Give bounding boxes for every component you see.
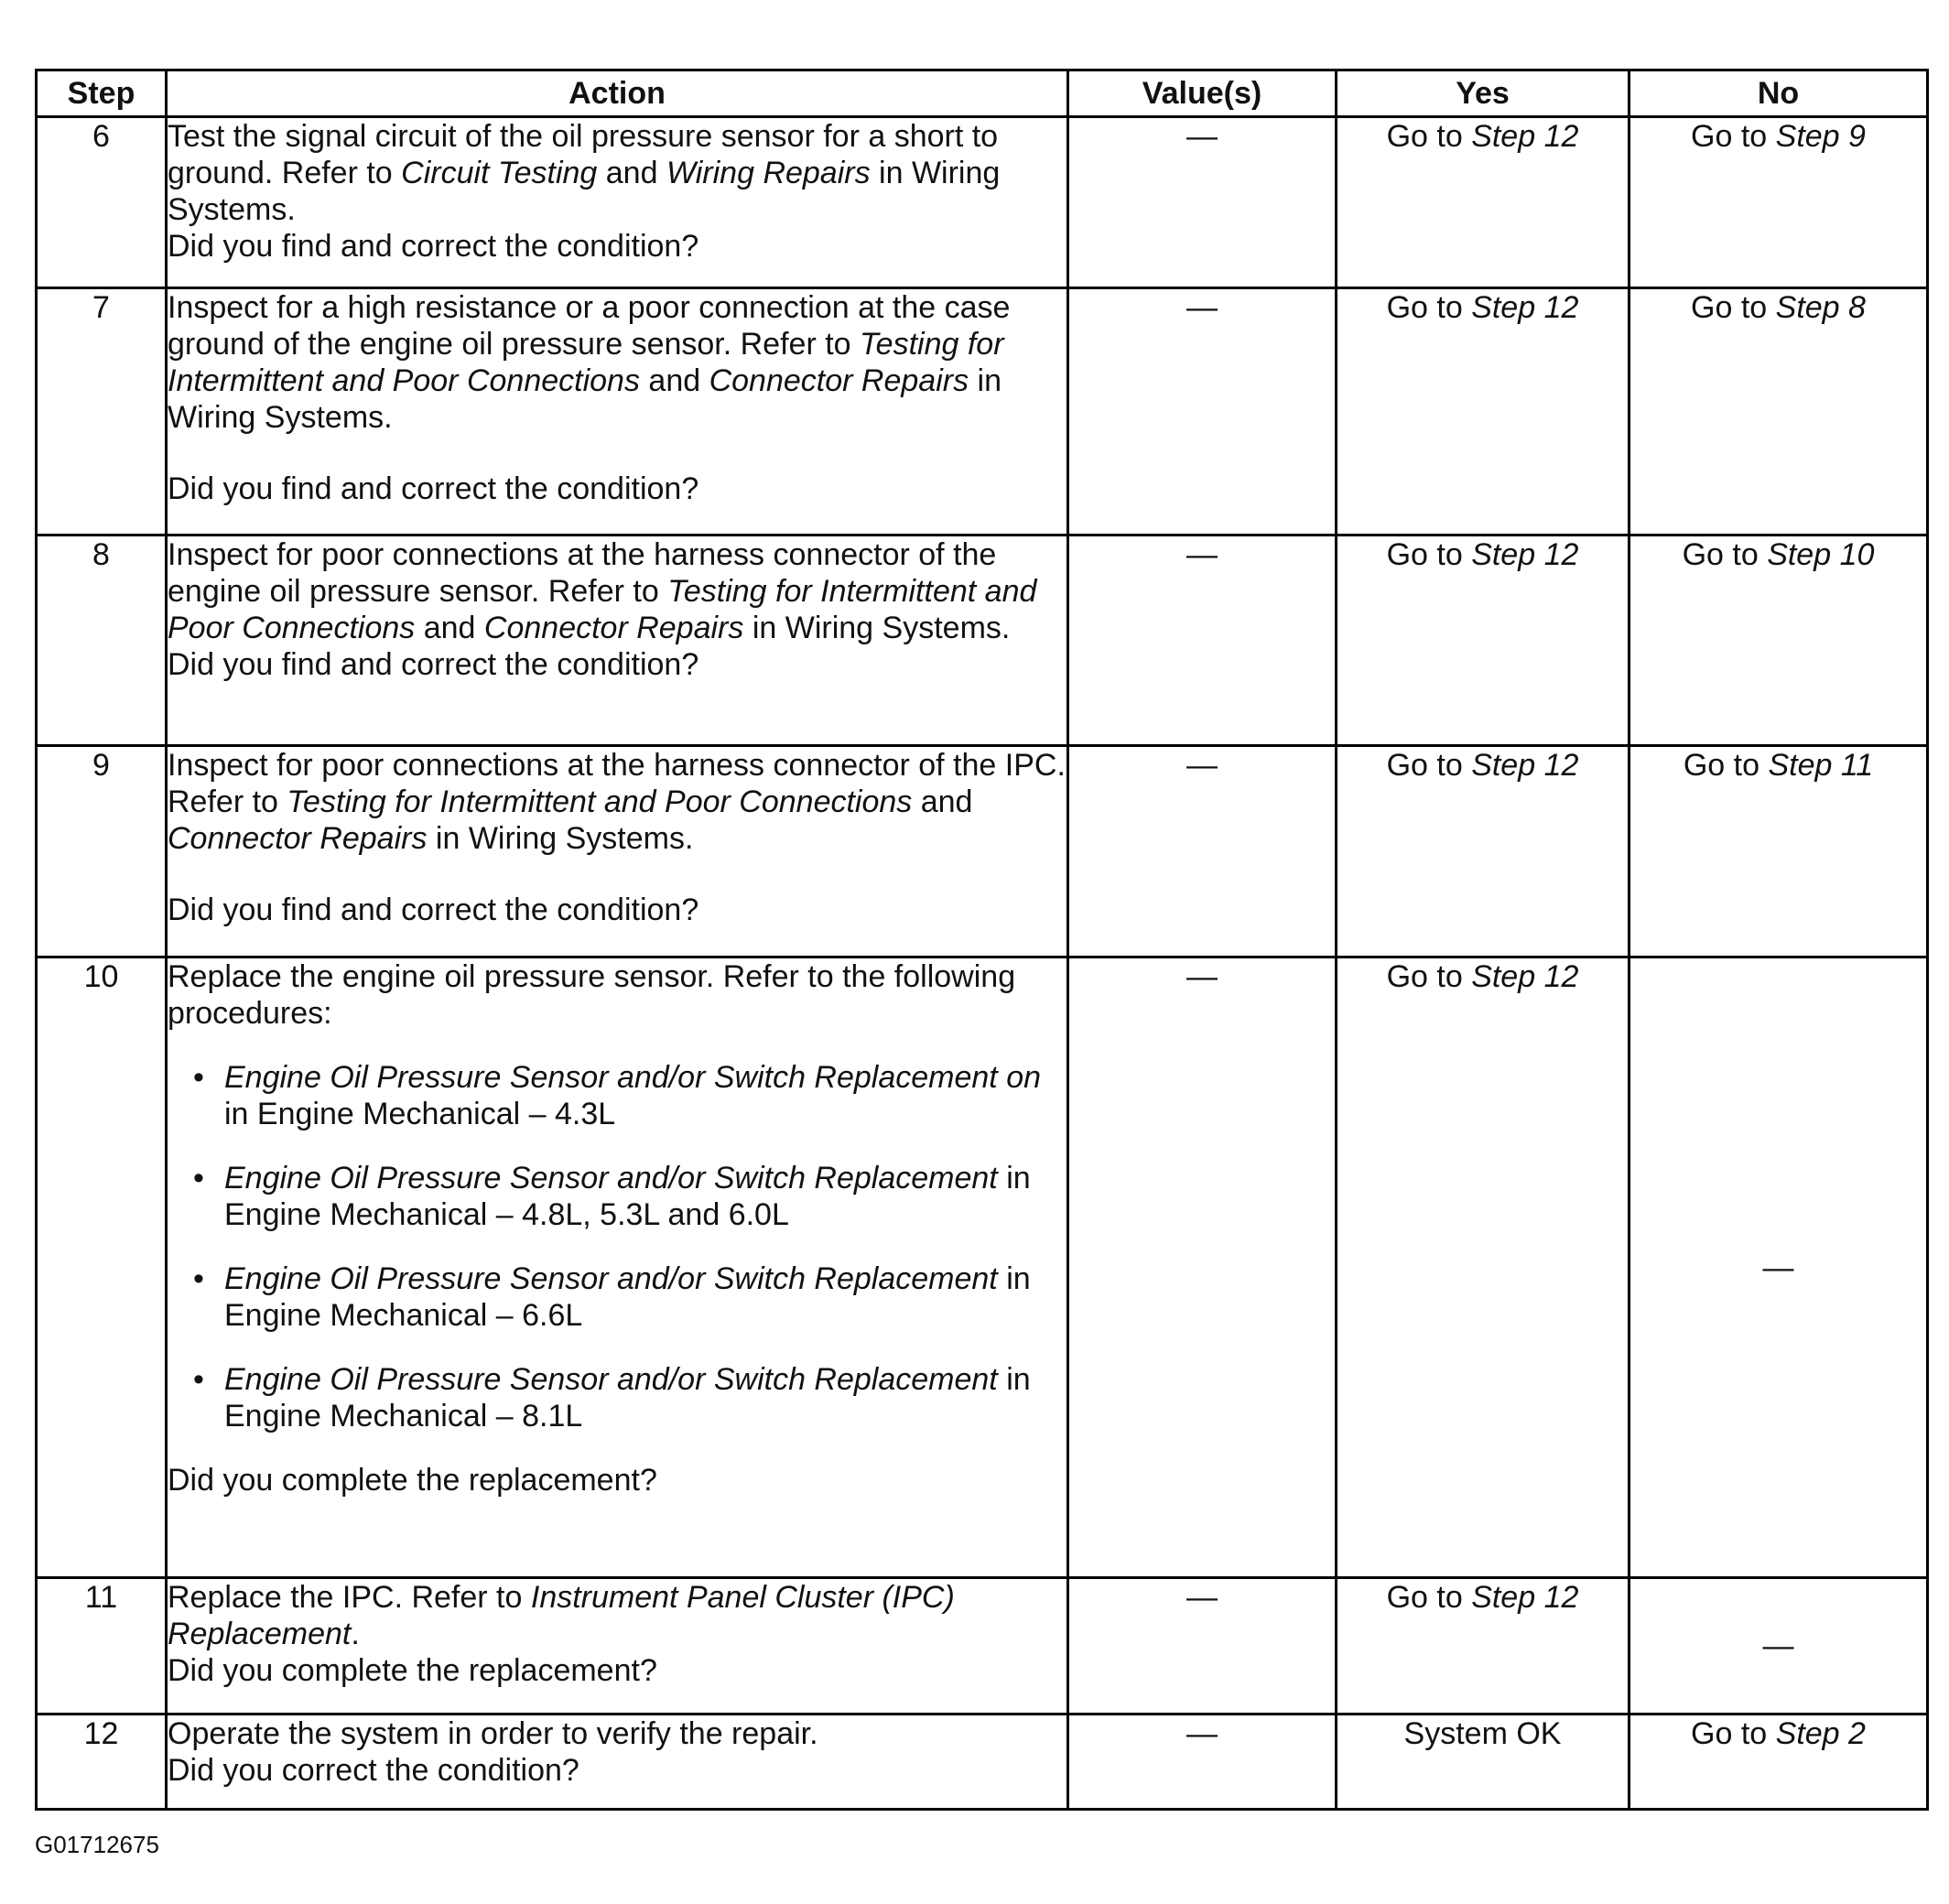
text-run: in Wiring Systems. <box>168 363 1002 435</box>
reference-link-text: Step 12 <box>1471 119 1579 154</box>
table-row <box>37 1578 1928 1715</box>
action-cell <box>167 746 1068 957</box>
reference-link-text: Step 12 <box>1471 537 1579 572</box>
text-run: Go to <box>1386 119 1472 154</box>
list-item <box>193 1160 1067 1233</box>
reference-link-text: Connector Repairs <box>168 821 428 856</box>
text-run: Inspect for a high resistance or a poor connection at the case ground of the engine oil pressure sensor. Refer to <box>168 290 1011 362</box>
reference-link-text: Testing for Intermittent and Poor Connections <box>168 574 1037 645</box>
action-text <box>168 1579 1067 1652</box>
reference-link-text: Engine Oil Pressure Sensor and/or Switch Replacement <box>224 1261 998 1296</box>
step-number: 10 <box>37 957 167 1578</box>
bullet-icon: • <box>193 1261 204 1296</box>
reference-link-text: Instrument Panel Cluster (IPC) Replacement <box>168 1580 955 1651</box>
text-run: and <box>639 363 709 398</box>
question-text: Did you find and correct the condition? <box>168 647 699 682</box>
table-row <box>37 957 1928 1578</box>
bullet-icon: • <box>193 1060 204 1095</box>
header-values: Value(s) <box>1068 70 1337 117</box>
text-run: and <box>597 156 666 190</box>
reference-link-text: Step 8 <box>1775 290 1866 325</box>
value-cell: — <box>1068 536 1337 746</box>
yes-cell <box>1337 288 1630 536</box>
reference-link-text: Step 2 <box>1775 1716 1866 1751</box>
no-cell <box>1630 1715 1928 1810</box>
action-cell <box>167 1715 1068 1810</box>
reference-link-text: Engine Oil Pressure Sensor and/or Switch Replacement <box>224 1161 998 1195</box>
question-text: Did you find and correct the condition? <box>168 471 699 506</box>
action-text <box>168 289 1067 436</box>
text-run: Go to <box>1386 537 1472 572</box>
reference-link-text: Step 10 <box>1767 537 1875 572</box>
header-step: Step <box>37 70 167 117</box>
text-run: Go to <box>1386 748 1472 783</box>
step-number: 6 <box>37 117 167 288</box>
table-header-row <box>37 70 1928 117</box>
text-run: Go to <box>1682 537 1768 572</box>
spacer <box>168 436 1067 471</box>
text-run: in Engine Mechanical – 8.1L <box>224 1362 1031 1433</box>
question-text: Did you complete the replacement? <box>168 1463 657 1498</box>
yes-cell <box>1337 746 1630 957</box>
text-run: and <box>415 611 484 645</box>
list-item <box>193 1260 1067 1334</box>
step-number: 9 <box>37 746 167 957</box>
action-text <box>168 747 1067 857</box>
reference-link-text: Engine Oil Pressure Sensor and/or Switch Replacement on <box>224 1060 1042 1095</box>
text-run: Go to <box>1691 119 1776 154</box>
text-run: in Wiring Systems. <box>168 156 1001 227</box>
table-body <box>37 117 1928 1810</box>
text-run: Go to <box>1386 1580 1472 1615</box>
text-run: System OK <box>1403 1716 1562 1751</box>
value-cell: — <box>1068 288 1337 536</box>
reference-link-text: Connector Repairs <box>483 611 744 645</box>
text-run: Inspect for poor connections at the harness connector of the IPC. Refer to <box>168 748 1066 819</box>
question-text: Did you complete the replacement? <box>168 1653 657 1688</box>
text-run: . <box>351 1617 360 1651</box>
action-cell <box>167 288 1068 536</box>
text-run: in Engine Mechanical – 4.8L, 5.3L and 6.0L <box>224 1161 1031 1232</box>
question-text: Did you correct the condition? <box>168 1753 579 1788</box>
header-action: Action <box>167 70 1068 117</box>
table-row <box>37 1715 1928 1810</box>
text-run: — <box>1762 1628 1794 1663</box>
action-cell <box>167 536 1068 746</box>
table-row <box>37 117 1928 288</box>
header-no: No <box>1630 70 1928 117</box>
action-cell <box>167 117 1068 288</box>
value-cell: — <box>1068 1578 1337 1715</box>
value-cell: — <box>1068 746 1337 957</box>
step-number: 7 <box>37 288 167 536</box>
yes-cell <box>1337 1715 1630 1810</box>
bullet-icon: • <box>193 1161 204 1195</box>
action-text <box>168 958 1067 1032</box>
text-run: Go to <box>1683 748 1769 783</box>
no-cell <box>1630 957 1928 1578</box>
procedure-list <box>168 1059 1067 1434</box>
no-cell <box>1630 288 1928 536</box>
table-row <box>37 288 1928 536</box>
no-cell <box>1630 1578 1928 1715</box>
table-row <box>37 746 1928 957</box>
text-run: Go to <box>1386 290 1472 325</box>
question-text: Did you find and correct the condition? <box>168 892 699 927</box>
text-run: — <box>1762 1250 1794 1285</box>
yes-cell <box>1337 117 1630 288</box>
text-run: in Engine Mechanical – 6.6L <box>224 1261 1031 1333</box>
step-number: 11 <box>37 1578 167 1715</box>
text-run: in Wiring Systems. <box>743 611 1011 645</box>
table-row <box>37 536 1928 746</box>
value-cell: — <box>1068 1715 1337 1810</box>
list-item <box>193 1361 1067 1434</box>
text-run: Go to <box>1386 959 1472 994</box>
reference-link-text: Testing for Intermittent and Poor Connections <box>168 327 1004 398</box>
text-run: Replace the engine oil pressure sensor. Refer to the following procedures: <box>168 959 1016 1031</box>
action-text <box>168 118 1067 228</box>
yes-cell <box>1337 957 1630 1578</box>
reference-link-text: Step 12 <box>1471 290 1579 325</box>
no-cell <box>1630 746 1928 957</box>
text-run: and <box>912 784 973 819</box>
header-yes: Yes <box>1337 70 1630 117</box>
question-text: Did you find and correct the condition? <box>168 229 699 264</box>
reference-link-text: Testing for Intermittent and Poor Connections <box>287 784 913 819</box>
reference-link-text: Wiring Repairs <box>666 156 871 190</box>
text-run: Go to <box>1691 1716 1776 1751</box>
bullet-icon: • <box>193 1362 204 1397</box>
diagnostic-steps-table <box>35 69 1929 1811</box>
reference-link-text: Step 9 <box>1775 119 1866 154</box>
reference-link-text: Engine Oil Pressure Sensor and/or Switch Replacement <box>224 1362 998 1397</box>
text-run: in Wiring Systems. <box>427 821 694 856</box>
text-run: Test the signal circuit of the oil pressure sensor for a short to ground. Refer to <box>168 119 999 190</box>
no-cell <box>1630 536 1928 746</box>
step-number: 12 <box>37 1715 167 1810</box>
text-run: Go to <box>1691 290 1776 325</box>
action-text <box>168 1715 1067 1752</box>
text-run: Operate the system in order to verify the repair. <box>168 1716 818 1751</box>
reference-link-text: Step 12 <box>1471 959 1579 994</box>
action-cell <box>167 957 1068 1578</box>
reference-link-text: Step 12 <box>1471 748 1579 783</box>
reference-link-text: Step 12 <box>1471 1580 1579 1615</box>
list-item <box>193 1059 1067 1132</box>
action-text <box>168 536 1067 646</box>
reference-link-text: Circuit Testing <box>401 156 598 190</box>
no-cell <box>1630 117 1928 288</box>
value-cell: — <box>1068 117 1337 288</box>
text-run: in Engine Mechanical – 4.3L <box>224 1097 616 1131</box>
reference-link-text: Connector Repairs <box>709 363 969 398</box>
reference-link-text: Step 11 <box>1768 748 1874 783</box>
step-number: 8 <box>37 536 167 746</box>
figure-id: G01712675 <box>35 1831 159 1858</box>
yes-cell <box>1337 1578 1630 1715</box>
text-run: Inspect for poor connections at the harness connector of the engine oil pressure sensor. Refer to <box>168 537 997 609</box>
spacer <box>168 857 1067 892</box>
action-cell <box>167 1578 1068 1715</box>
value-cell: — <box>1068 957 1337 1578</box>
yes-cell <box>1337 536 1630 746</box>
text-run: Replace the IPC. Refer to <box>168 1580 531 1615</box>
